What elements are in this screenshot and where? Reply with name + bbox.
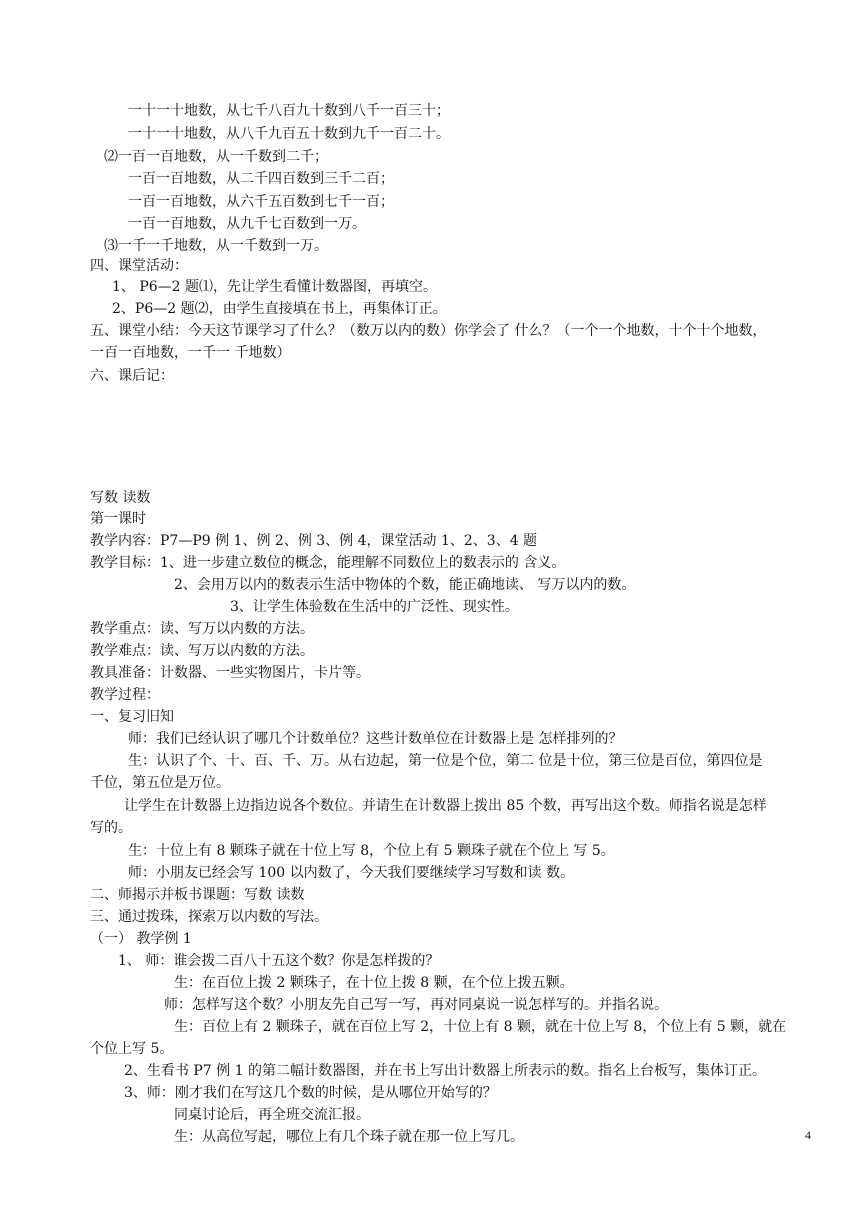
text-line: 2、会用万以内的数表示生活中物体的个数，能正确地读、 写万以内的数。 — [174, 577, 636, 593]
text-line: 个位上写 5。 — [90, 1041, 174, 1057]
text-line: 一百一百地数，从九千七百数到一万。 — [128, 216, 366, 232]
subsection-heading: （一） 教学例 1 — [90, 931, 192, 947]
text-line: 教学重点：读、写万以内数的方法。 — [90, 621, 314, 637]
text-line: 2、P6—2 题⑵，由学生直接填在书上，再集体订正。 — [112, 301, 447, 317]
section-heading: 二、师揭示并板书课题：写数 读数 — [90, 887, 305, 903]
text-line: 第一课时 — [90, 511, 146, 527]
text-line: 1、 P6—2 题⑴，先让学生看懂计数器图，再填空。 — [112, 279, 438, 295]
text-line: 教学目标：1、进一步建立数位的概念，能理解不同数位上的数表示的 含义。 — [90, 555, 566, 571]
text-line: 3、师：刚才我们在写这几个数的时候，是从哪位开始写的？ — [124, 1085, 497, 1101]
text-line: 教学难点：读、写万以内数的方法。 — [90, 643, 314, 659]
section-heading: 四、课堂活动： — [90, 258, 188, 274]
text-line: 师：怎样写这个数？小朋友先自己写一写，再对同桌说一说怎样写的。并指名说。 — [164, 997, 668, 1013]
text-line: 生：十位上有 8 颗珠子就在十位上写 8，个位上有 5 颗珠子就在个位上 写 5。 — [128, 843, 615, 859]
text-line: 生：认识了个、十、百、千、万。从右边起，第一位是个位，第二 位是十位，第三位是百位，第四位是 — [128, 753, 763, 769]
text-line: 让学生在计数器上边指边说各个数位。并请生在计数器上拨出 85 个数，再写出这个数。师指名说是怎样 — [124, 798, 767, 814]
text-line: 生：在百位上拨 2 颗珠子，在十位上拨 8 颗，在个位上拨五颗。 — [174, 975, 574, 991]
text-line: 生：从高位写起，哪位上有几个珠子就在那一位上写几。 — [174, 1129, 524, 1145]
text-line: 2、生看书 P7 例 1 的第二幅计数器图，并在书上写出计数器上所表示的数。指名上台板写，集体订正。 — [124, 1063, 766, 1079]
text-line: 一百一百地数，从二千四百数到三千二百； — [128, 171, 394, 187]
text-line: 教具准备：计数器、一些实物图片，卡片等。 — [90, 665, 370, 681]
text-line: 1、 师：谁会拨二百八十五这个数？你是怎样拨的？ — [118, 953, 440, 969]
text-line: 师：小朋友已经会写 100 以内数了，今天我们要继续学习写数和读 数。 — [128, 865, 575, 881]
text-line: 写的。 — [90, 820, 132, 836]
text-line: 教学内容：P7—P9 例 1、例 2、例 3、例 4，课堂活动 1、2、3、4 题 — [90, 533, 538, 549]
section-heading: 三、通过拨珠，探索万以内数的写法。 — [90, 909, 328, 925]
text-line: 一百一百地数，一千一 千地数） — [90, 345, 291, 361]
text-line: 五、课堂小结：今天这节课学习了什么？（数万以内的数）你学会了 什么？（一个一个地数，十个十个地数， — [90, 323, 767, 339]
lesson-title: 写数 读数 — [90, 490, 151, 506]
text-line: 教学过程： — [90, 687, 160, 703]
text-line: 千位，第五位是万位。 — [90, 775, 230, 791]
text-line: 生：百位上有 2 颗珠子，就在百位上写 2，十位上有 8 颗，就在十位上写 8，个位上有 5 颗，就在 — [174, 1019, 787, 1035]
text-line: ⑶一千一千地数，从一千数到一万。 — [104, 238, 328, 254]
text-line: ⑵一百一百地数，从一千数到二千； — [104, 149, 328, 165]
text-line: 一十一十地数，从七千八百九十数到八千一百三十； — [128, 103, 450, 119]
text-line: 3、让学生体验数在生活中的广泛性、现实性。 — [230, 599, 519, 615]
text-line: 师：我们已经认识了哪几个计数单位？这些计数单位在计数器上是 怎样排列的？ — [128, 731, 623, 747]
section-heading: 六、课后记： — [90, 368, 174, 384]
section-heading: 一、复习旧知 — [90, 709, 174, 725]
text-line: 同桌讨论后，再全班交流汇报。 — [174, 1107, 370, 1123]
page-number: 4 — [805, 1128, 811, 1142]
text-line: 一十一十地数，从八千九百五十数到九千一百二十。 — [128, 126, 450, 142]
text-line: 一百一百地数，从六千五百数到七千一百； — [128, 194, 394, 210]
